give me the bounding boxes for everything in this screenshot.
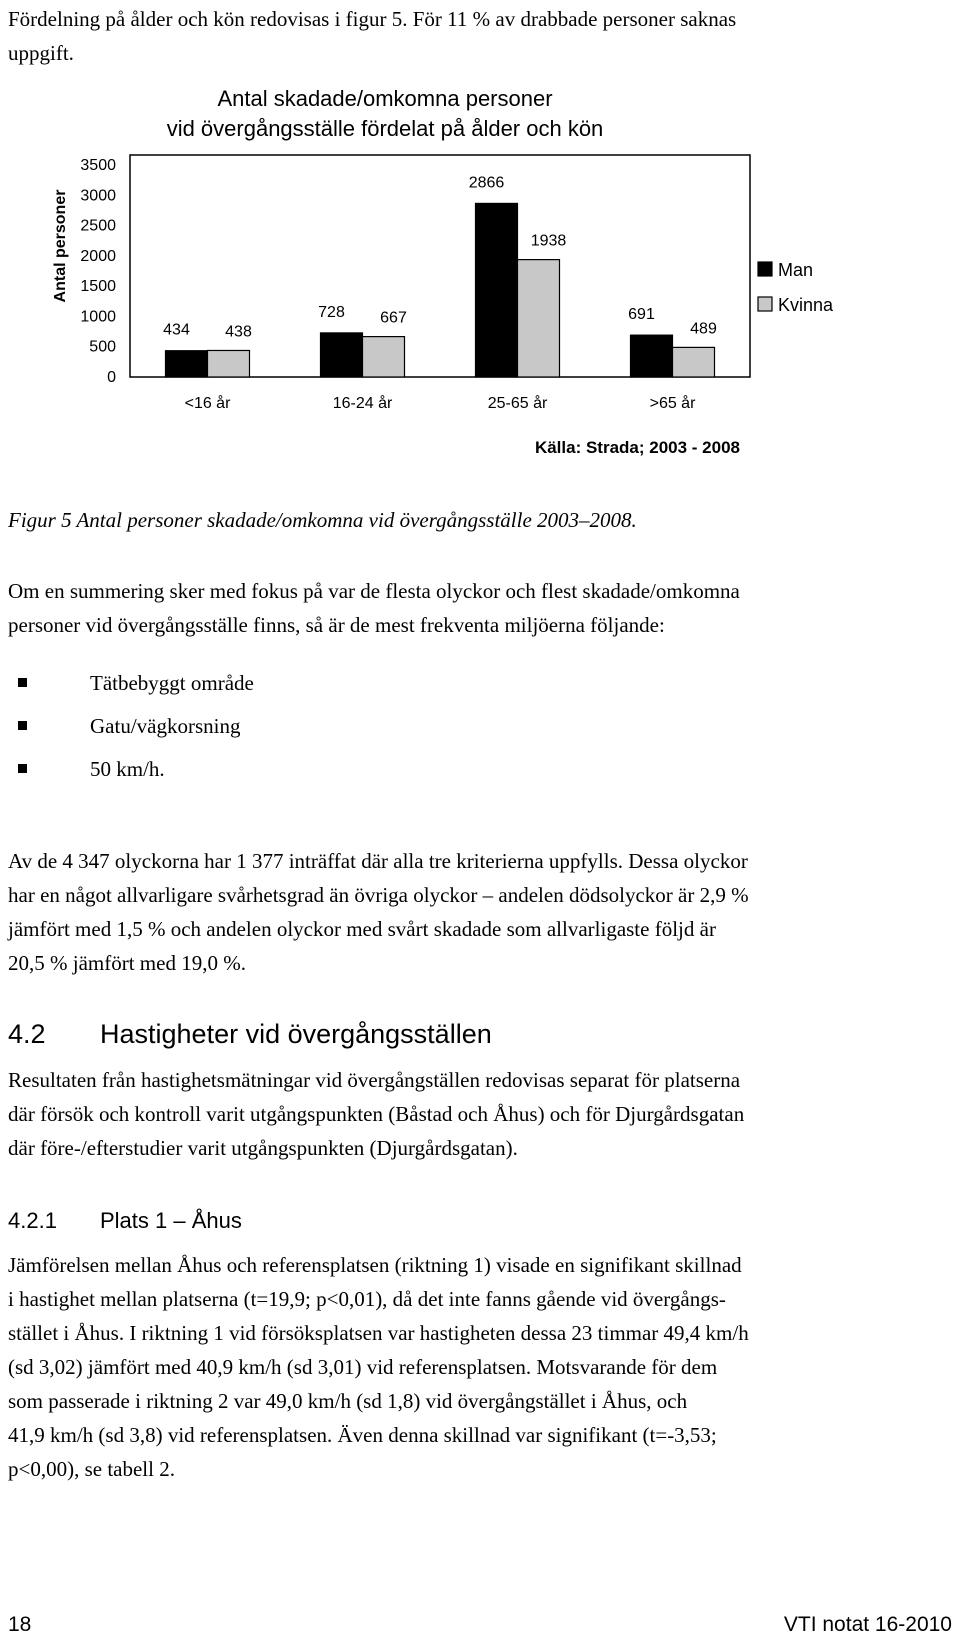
criteria-line-4: 20,5 % jämfört med 19,0 %.: [8, 951, 246, 975]
section-title: Hastigheter vid övergångsställen: [100, 1019, 492, 1049]
figure-caption: Figur 5 Antal personer skadade/omkomna vid övergångsställe 2003–2008.: [8, 508, 637, 532]
data-label: 2866: [468, 174, 505, 192]
data-label: 434: [163, 321, 190, 339]
y-axis-label: Antal personer: [52, 189, 69, 303]
bar-man: [166, 351, 208, 377]
ahus-line-7: p<0,00), se tabell 2.: [8, 1457, 175, 1481]
page-number: 18: [8, 1613, 32, 1636]
data-label: 489: [690, 320, 717, 338]
legend-label-man: Man: [778, 260, 814, 280]
square-bullet-icon: [18, 678, 27, 687]
bar-man: [321, 333, 363, 377]
legend-label-kvinna: Kvinna: [778, 295, 834, 315]
y-tick-label: 2000: [80, 247, 116, 265]
results-line-2: där försök och kontroll varit utgångspunkten (Båstad och Åhus) och för Djurgårdsgatan: [8, 1102, 745, 1126]
x-tick-label: >65 år: [649, 395, 696, 412]
ahus-paragraph: [8, 1248, 952, 1486]
section-heading: [8, 1019, 492, 1050]
report-series: VTI notat 16-2010: [783, 1613, 952, 1636]
data-label: 667: [380, 309, 407, 327]
square-bullet-icon: [18, 721, 27, 730]
results-line-1: Resultaten från hastighetsmätningar vid övergångställen redovisas separat för platserna: [8, 1068, 741, 1092]
summary-line-1: Om en summering sker med fokus på var de flesta olyckor och flest skadade/omkomna: [8, 579, 740, 603]
y-tick-label: 0: [107, 369, 116, 386]
criteria-line-1: Av de 4 347 olyckorna har 1 377 inträffat där alla tre kriterierna uppfylls. Dessa olyckor: [8, 849, 748, 873]
ahus-line-3: stället i Åhus. I riktning 1 vid försöksplatsen var hastigheten dessa 23 timmar 49,4 km/h: [8, 1321, 749, 1345]
ahus-line-5: som passerade i riktning 2 var 49,0 km/h (sd 1,8) vid övergångstället i Åhus, och: [8, 1389, 688, 1413]
chart-source-note: Källa: Strada; 2003 - 2008: [534, 438, 740, 457]
legend-swatch-man: [758, 262, 772, 276]
results-paragraph: [8, 1063, 952, 1165]
criteria-line-3: jämfört med 1,5 % och andelen olyckor med svårt skadade som allvarligaste följd är: [8, 917, 716, 941]
legend-swatch-kvinna: [758, 297, 772, 311]
y-tick-label: 1000: [80, 308, 116, 326]
list-item: [8, 754, 254, 797]
criteria-line-2: har en något allvarligare svårhetsgrad än övriga olyckor – andelen dödsolyckor är 2,9 %: [8, 883, 749, 907]
x-tick-label: 16-24 år: [332, 395, 393, 412]
list-item-text: Gatu/vägkorsning: [90, 714, 241, 738]
bar-kvinna: [518, 260, 560, 377]
y-tick-label: 3000: [80, 187, 116, 205]
y-tick-label: 1500: [80, 278, 116, 296]
data-label: 1938: [530, 232, 567, 250]
subsection-title: Plats 1 – Åhus: [100, 1208, 242, 1233]
list-item: [8, 711, 254, 754]
summary-paragraph: [8, 574, 952, 642]
y-tick-label: 2500: [80, 217, 116, 235]
chart-title-line-2: vid övergångsställe fördelat på ålder och kön: [166, 116, 604, 141]
y-tick-label: 500: [89, 338, 116, 356]
bar-man: [631, 335, 673, 377]
ahus-line-6: 41,9 km/h (sd 3,8) vid referensplatsen. Även denna skillnad var signifikant (t=-3,53;: [8, 1423, 717, 1447]
summary-line-2: personer vid övergångsställe finns, så är de mest frekventa miljöerna följande:: [8, 613, 665, 637]
y-tick-label: 3500: [80, 157, 116, 174]
data-label: 691: [628, 306, 655, 324]
criteria-paragraph: [8, 844, 952, 980]
list-item: [8, 668, 254, 711]
bar-kvinna: [673, 347, 715, 377]
bar-kvinna: [363, 337, 405, 377]
ahus-line-1: Jämförelsen mellan Åhus och referensplatsen (riktning 1) visade en signifikant skillnad: [8, 1253, 742, 1277]
list-item-text: 50 km/h.: [90, 757, 165, 781]
data-label: 438: [225, 323, 252, 341]
results-line-3: där före-/efterstudier varit utgångspunkten (Djurgårdsgatan).: [8, 1136, 518, 1160]
x-tick-label: 25-65 år: [487, 395, 548, 412]
intro-line-1: Fördelning på ålder och kön redovisas i figur 5. För 11 % av drabbade personer saknas: [8, 7, 737, 31]
data-label: 728: [318, 303, 345, 321]
bar-kvinna: [208, 350, 250, 377]
environment-list: [8, 668, 254, 797]
intro-line-2: uppgift.: [8, 41, 74, 65]
section-number: 4.2: [8, 1019, 46, 1049]
ahus-line-2: i hastighet mellan platserna (t=19,9; p<0,01), då det inte fanns gående vid övergångs-: [8, 1287, 726, 1311]
list-item-text: Tätbebyggt område: [90, 671, 254, 695]
bar-man: [476, 203, 518, 377]
subsection-number: 4.2.1: [8, 1208, 57, 1233]
x-tick-label: <16 år: [184, 395, 231, 412]
subsection-heading: [8, 1208, 242, 1234]
square-bullet-icon: [18, 764, 27, 773]
bar-chart: [40, 75, 860, 470]
ahus-line-4: (sd 3,02) jämfört med 40,9 km/h (sd 3,01) vid referensplatsen. Motsvarande för dem: [8, 1355, 718, 1379]
intro-paragraph: [8, 2, 952, 70]
chart-title-line-1: Antal skadade/omkomna personer: [217, 86, 553, 111]
